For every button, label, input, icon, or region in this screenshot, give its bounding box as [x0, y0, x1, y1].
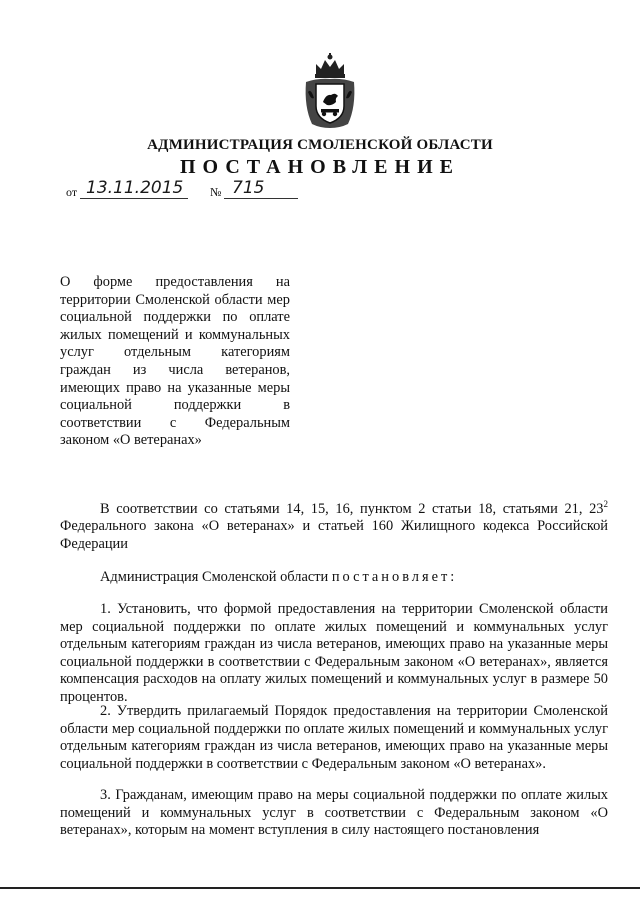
document-subject: О форме предоставления на территории Смоленской области мер социальной поддержки по оплате жилых помещений и коммунальных услуг отдельным категориям граждан из числа ветеранов, имеющих право на указанные меры социальной поддержки в соответствии с Федеральным законом «О ветеранах»: [60, 274, 290, 449]
resolves-lead: Администрация Смоленской области: [100, 569, 332, 585]
item-1-paragraph: 1. Установить, что формой предоставления на территории Смоленской области мер социальной поддержки по оплате жилых помещений и коммунальных услуг отдельным категориям граждан из числа ветеранов, имеющих право на указанные меры социальной поддержки в соответствии с Федеральным законом «О ветеранах», является компенсация расходов на оплату жилых помещений и коммунальных услуг в размере 50 процентов.: [60, 601, 608, 705]
organization-title: АДМИНИСТРАЦИЯ СМОЛЕНСКОЙ ОБЛАСТИ: [147, 137, 493, 153]
handwritten-number: 715: [232, 178, 265, 198]
date-underline: [80, 198, 188, 199]
page-bottom-edge: [0, 887, 640, 889]
resolves-paragraph: [60, 569, 608, 587]
date-prefix: от: [66, 185, 78, 199]
handwritten-date: 13.11.2015: [86, 178, 184, 198]
number-underline: [224, 198, 298, 199]
resolves-verb: постановляет:: [331, 569, 458, 585]
number-prefix: №: [210, 185, 222, 199]
date-number-line: [66, 178, 326, 202]
coat-of-arms-emblem: [302, 52, 358, 132]
item-2-paragraph: 2. Утвердить прилагаемый Порядок предоставления на территории Смоленской области мер социальной поддержки по оплате жилых помещений и коммунальных услуг отдельным категориям граждан из числа ветеранов, имеющих право на указанные меры социальной поддержки в соответствии с Федеральным законом «О ветеранах».: [60, 703, 608, 772]
preamble-superscript: 2: [603, 499, 608, 509]
preamble-text-continued: Федерального закона «О ветеранах» и статьей 160 Жилищного кодекса Российской Федерации: [60, 518, 608, 552]
item-3-paragraph: 3. Гражданам, имеющим право на меры социальной поддержки по оплате жилых помещений и коммунальных услуг в соответствии с Федеральным законом «О ветеранах», которым на момент вступления в силу настоящего постановления: [60, 787, 608, 839]
preamble-text: В соответствии со статьями 14, 15, 16, пунктом 2 статьи 18, статьями 21, 23: [100, 500, 604, 517]
document-type-title: ПОСТАНОВЛЕНИЕ: [180, 156, 460, 178]
preamble-paragraph: [60, 496, 608, 554]
